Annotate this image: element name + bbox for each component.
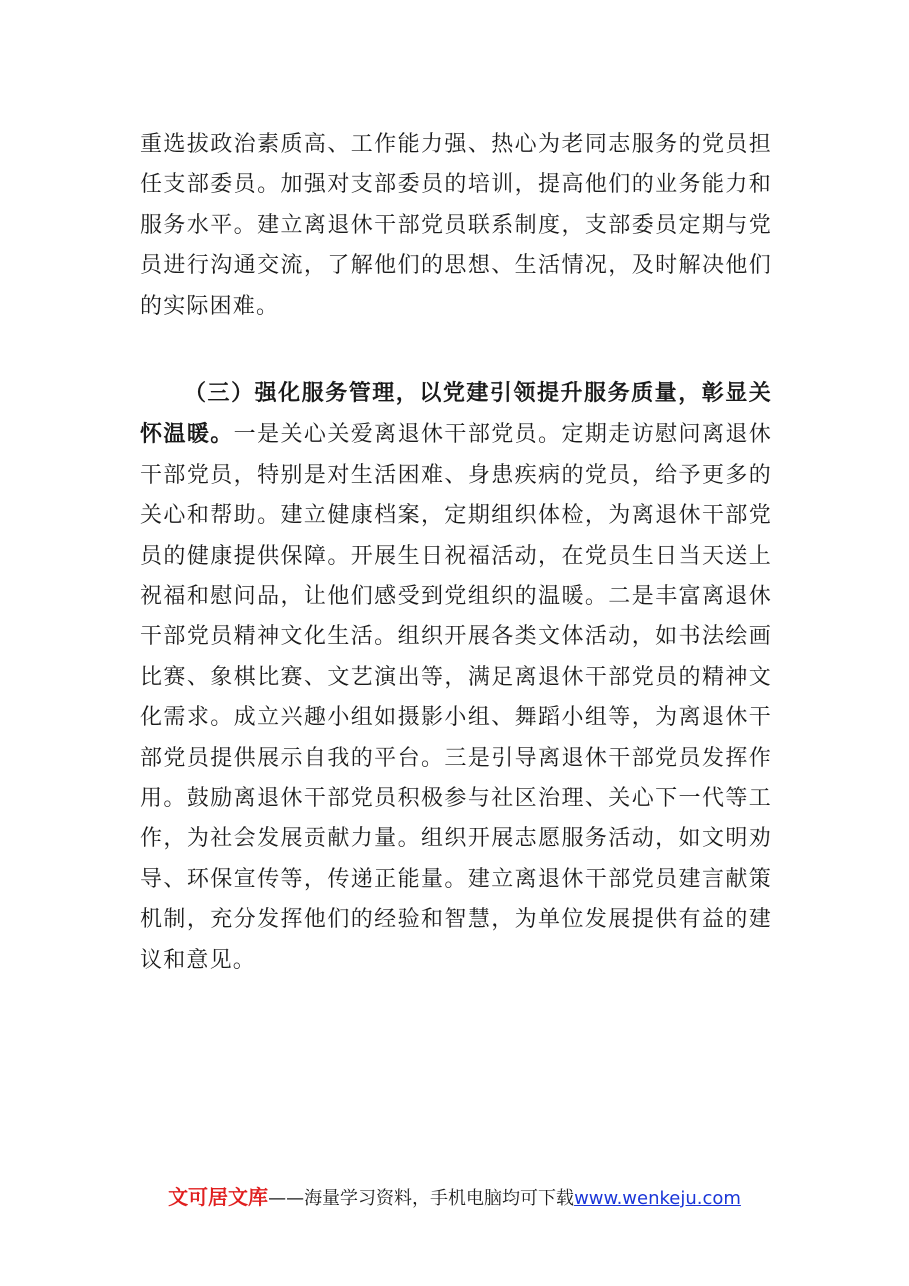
footer-brand: 文可居文库 [168,1185,269,1209]
section-heading-3: （三）强化服务管理，以党建引领提升服务质量，彰显关怀温暖。 [140,380,772,448]
paragraph-2-text: 一是关心关爱离退休干部党员。定期走访慰问离退休干部党员，特别是对生活困难、身患疾病的党员，给予更多的关心和帮助。建立健康档案，定期组织体检，为离退休干部党员的健康提供保障。开展生日祝福活动，在党员生日当天送上祝福和慰问品，让他们感受到党组织的温暖。二是丰富离退休干部党员精神文化生活。组织开展各类文体活动，如书法绘画比赛、象棋比赛、文艺演出等，满足离退休干部党员的精神文化需求。成立兴趣小组如摄影小组、舞蹈小组等，为离退休干部党员提供展示自我的平台。三是引导离退休干部党员发挥作用。鼓励离退休干部党员积极参与社区治理、关心下一代等工作，为社会发展贡献力量。组织开展志愿服务活动，如文明劝导、环保宣传等，传递正能量。建立离退休干部党员建言献策机制，充分发挥他们的经验和智慧，为单位发展提供有益的建议和意见。 [140,422,772,973]
paragraph-1-text: 重选拔政治素质高、工作能力强、热心为老同志服务的党员担任支部委员。加强对支部委员的培训，提高他们的业务能力和服务水平。建立离退休干部党员联系制度，支部委员定期与党员进行沟通交流，了解他们的思想、生活情况，及时解决他们的实际困难。 [140,132,772,319]
page-footer [0,1181,909,1210]
footer-slogan: ——海量学习资料，手机电脑均可下载 [268,1188,575,1209]
body-paragraph-2 [140,373,772,981]
body-paragraph-1 [140,125,772,327]
footer-link[interactable]: www.wenkeju.com [574,1188,741,1209]
